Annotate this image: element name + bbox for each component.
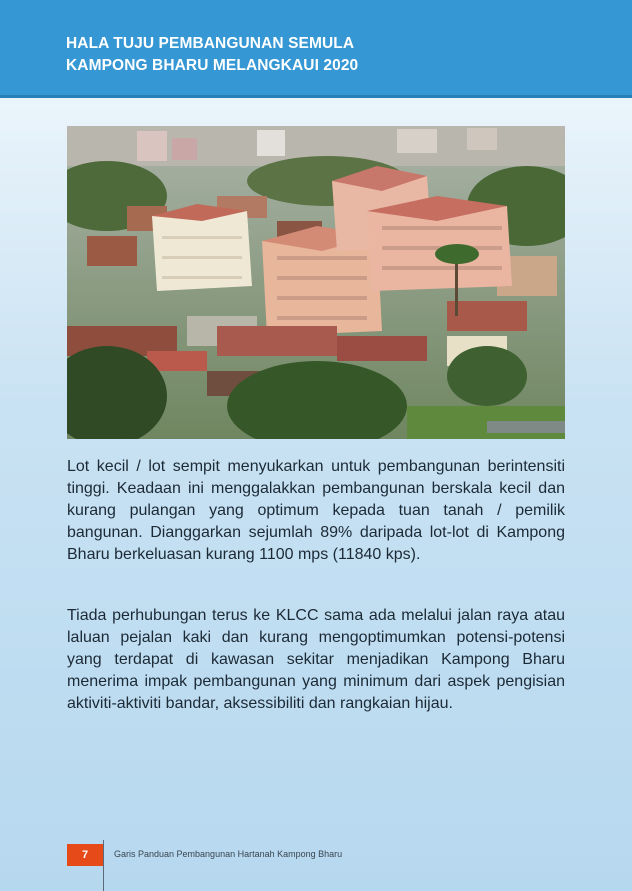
title-line-1: HALA TUJU PEMBANGUNAN SEMULA [66,35,355,52]
page-title [66,33,358,77]
paragraph-small-lots: Lot kecil / lot sempit menyukarkan untuk pembangunan berintensiti tinggi. Keadaan ini menggalakkan pembangunan berskala kecil dan kurang pulangan yang optimum kepada tuan tanah / pemilik bangunan. Dianggarkan sejumlah 89% daripada lot-lot di Kampong Bharu berkeluasan kurang 1100 mps (11840 kps). [67,458,565,563]
paragraph-klcc-connectivity: Tiada perhubungan terus ke KLCC sama ada melalui jalan raya atau laluan pejalan kaki dan kurang mengoptimumkan potensi-potensi yang terdapat di kawasan sekitar menjadikan Kampong Bharu menerima impak pembangunan yang minimum dari aspek pengisian aktiviti-aktiviti bandar, aksessibiliti dan rangkaian hijau. [67,607,565,712]
header-banner [0,0,632,98]
title-line-2: KAMPONG BHARU MELANGKAUI 2020 [66,57,359,74]
footer-document-title: Garis Panduan Pembangunan Hartanah Kampong Bharu [114,849,343,859]
footer-divider [103,840,104,891]
aerial-photo-kampong-bharu [67,126,565,439]
page-number: 7 [67,844,103,866]
